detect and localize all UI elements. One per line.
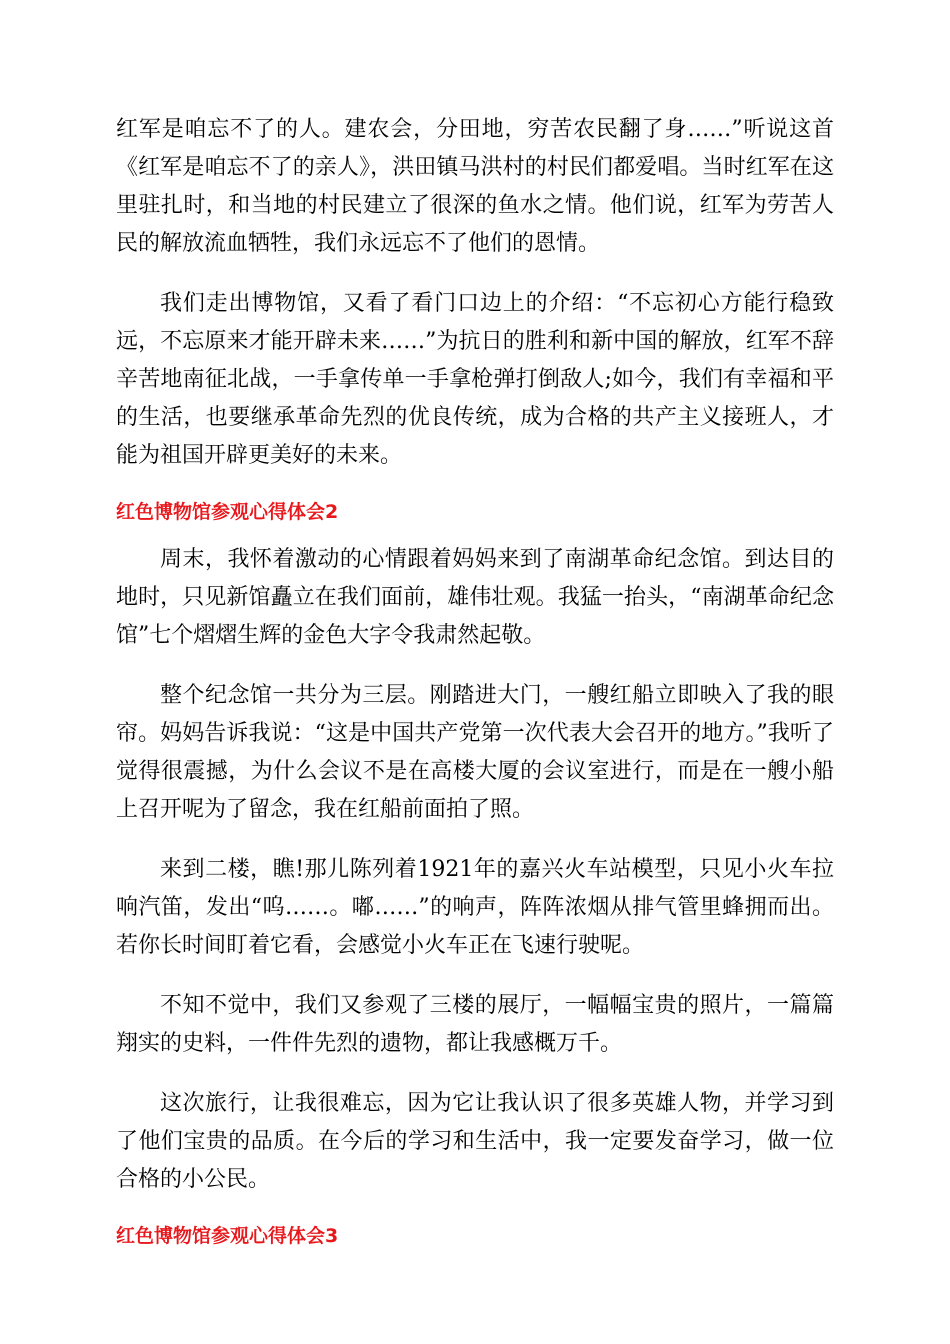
- paragraph-leaving-museum: 我们走出博物馆，又看了看门口边上的介绍：“不忘初心方能行稳致远，不忘原来才能开辟未来……”为抗日的胜利和新中国的解放，红军不辞辛苦地南征北战，一手拿传单一手拿枪弹打倒敌人;如今，我们有幸福和平的生活，也要继承革命先烈的优良传统，成为合格的共产主义接班人，才能为祖国开辟更美好的未来。: [116, 291, 834, 468]
- paragraph-red-army-song: 红军是咱忘不了的人。建农会，分田地，穷苦农民翻了身……”听说这首《红军是咱忘不了的亲人》，洪田镇马洪村的村民们都爱唱。当时红军在这里驻扎时，和当地的村民建立了很深的鱼水之情。他们说，红军为劳苦人民的解放流血牺牲，我们永远忘不了他们的恩情。: [116, 117, 834, 256]
- paragraph-nanhu-arrival: 周末，我怀着激动的心情跟着妈妈来到了南湖革命纪念馆。到达目的地时，只见新馆矗立在我们面前，雄伟壮观。我猛一抬头，“南湖革命纪念馆”七个熠熠生辉的金色大字令我肃然起敬。: [116, 547, 834, 648]
- paragraph-conclusion: 这次旅行，让我很难忘，因为它让我认识了很多英雄人物，并学习到了他们宝贵的品质。在今后的学习和生活中，我一定要发奋学习，做一位合格的小公民。: [116, 1091, 834, 1192]
- paragraph-train-model: 来到二楼，瞧!那儿陈列着1921年的嘉兴火车站模型，只见小火车拉响汽笛，发出“呜……。嘟……”的响声，阵阵浓烟从排气管里蜂拥而出。若你长时间盯着它看，会感觉小火车正在飞速行驶呢。: [116, 857, 834, 958]
- section-heading-2: 红色博物馆参观心得体会2: [116, 501, 339, 523]
- document-body: [116, 111, 834, 1265]
- paragraph-third-floor: 不知不觉中，我们又参观了三楼的展厅，一幅幅宝贵的照片，一篇篇翔实的史料，一件件先烈的遗物，都让我感概万千。: [116, 993, 834, 1056]
- paragraph-red-boat: 整个纪念馆一共分为三层。刚踏进大门，一艘红船立即映入了我的眼帘。妈妈告诉我说：“这是中国共产党第一次代表大会召开的地方。”我听了觉得很震撼，为什么会议不是在高楼大厦的会议室进行，而是在一艘小船上召开呢为了留念，我在红船前面拍了照。: [116, 683, 834, 822]
- section-heading-3: 红色博物馆参观心得体会3: [116, 1225, 339, 1247]
